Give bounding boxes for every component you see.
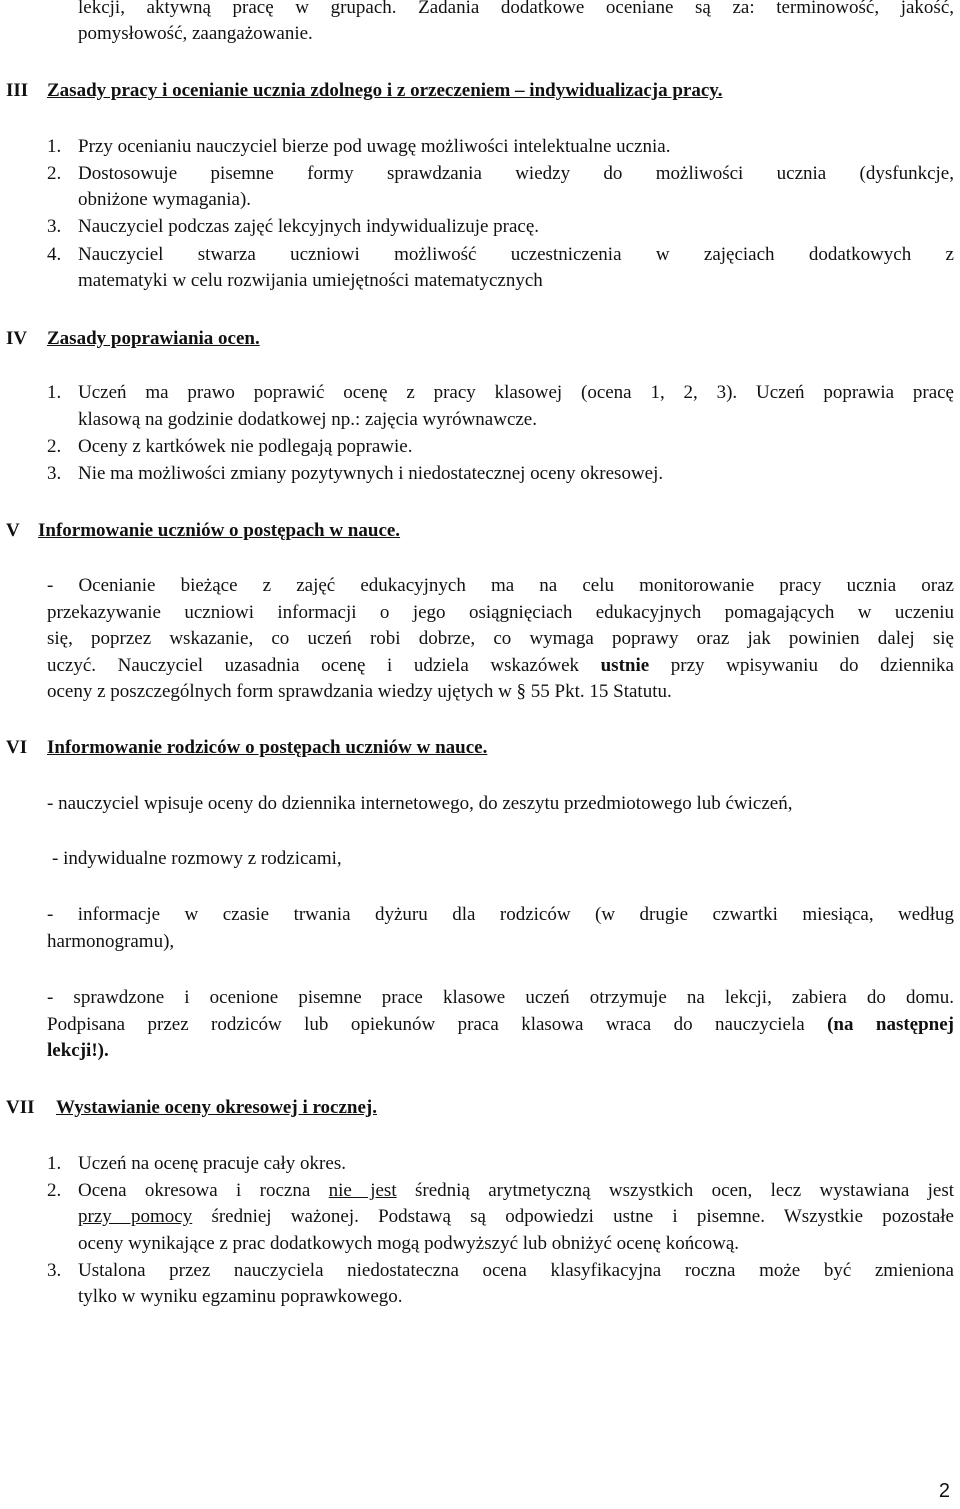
list-number: 1. <box>47 382 62 403</box>
intro-line-2: pomysłowość, zaangażowanie. <box>78 23 313 44</box>
paragraph-line: - indywidualne rozmowy z rodzicami, <box>52 848 342 869</box>
list-item: Ocena okresowa i roczna nie jest średnią arytmetyczną wszystkich ocen, lecz wystawiana jest <box>78 1180 954 1201</box>
list-item: Dostosowuje pisemne formy sprawdzania wiedzy do możliwości ucznia (dysfunkcje, <box>78 163 954 184</box>
emphasis-next-lesson: (na następnej <box>827 1014 954 1035</box>
underline-nie-jest: nie jest <box>328 1180 397 1201</box>
list-item-continued: obniżone wymagania). <box>78 189 252 210</box>
list-item: Ustalona przez nauczyciela niedostateczna ocena klasyfikacyjna roczna może być zmieniona <box>78 1260 954 1281</box>
underline-przy-pomocy: przy pomocy <box>78 1206 193 1227</box>
list-number: 3. <box>47 463 62 484</box>
section-3-numeral: III <box>6 80 29 101</box>
list-number: 1. <box>47 1153 62 1174</box>
list-item-continued: tylko w wyniku egzaminu poprawkowego. <box>78 1286 403 1307</box>
list-number: 2. <box>47 163 62 184</box>
paragraph-line: Podpisana przez rodziców lub opiekunów praca klasowa wraca do nauczyciela (na następnej <box>47 1014 954 1035</box>
list-item: Przy ocenianiu nauczyciel bierze pod uwagę możliwości intelektualne ucznia. <box>78 136 671 157</box>
paragraph-line: - Ocenianie bieżące z zajęć edukacyjnych ma na celu monitorowanie pracy ucznia oraz <box>47 575 954 596</box>
paragraph-line: się, poprzez wskazanie, co uczeń robi dobrze, co wymaga poprawy oraz jak powinien dalej się <box>47 628 954 649</box>
section-5-numeral: V <box>6 520 20 541</box>
paragraph-line: - sprawdzone i ocenione pisemne prace klasowe uczeń otrzymuje na lekcji, zabiera do domu. <box>47 987 954 1008</box>
paragraph-line: - nauczyciel wpisuje oceny do dziennika internetowego, do zeszytu przedmiotowego lub ćwiczeń, <box>47 793 793 814</box>
list-item: Nie ma możliwości zmiany pozytywnych i niedostatecznej oceny okresowej. <box>78 463 664 484</box>
list-item-continued: matematyki w celu rozwijania umiejętności matematycznych <box>78 270 543 291</box>
list-item: Oceny z kartkówek nie podlegają poprawie. <box>78 436 413 457</box>
page-number: 2 <box>938 1480 950 1502</box>
list-number: 2. <box>47 436 62 457</box>
paragraph-line: uczyć. Nauczyciel uzasadnia ocenę i udziela wskazówek ustnie przy wpisywaniu do dziennika <box>47 655 954 676</box>
paragraph-line: lekcji!). <box>47 1040 109 1061</box>
list-item-continued: przy pomocy średniej ważonej. Podstawą są odpowiedzi ustne i pisemne. Wszystkie pozostałe <box>78 1206 954 1227</box>
list-item: Nauczyciel stwarza uczniowi możliwość uczestniczenia w zajęciach dodatkowych z <box>78 244 954 265</box>
section-6-numeral: VI <box>6 737 28 758</box>
paragraph-line: przekazywanie uczniowi informacji o jego osiągnięciach edukacyjnych pomagających w uczeniu <box>47 602 954 623</box>
list-number: 2. <box>47 1180 62 1201</box>
section-6-title: Informowanie rodziców o postępach uczniów w nauce. <box>47 737 488 758</box>
paragraph-line: oceny z poszczególnych form sprawdzania wiedzy ujętych w § 55 Pkt. 15 Statutu. <box>47 681 672 702</box>
list-item: Uczeń ma prawo poprawić ocenę z pracy klasowej (ocena 1, 2, 3). Uczeń poprawia pracę <box>78 382 954 403</box>
paragraph-line: - informacje w czasie trwania dyżuru dla rodziców (w drugie czwartki miesiąca, według <box>47 904 954 925</box>
list-number: 3. <box>47 216 62 237</box>
list-item-continued: oceny wynikające z prac dodatkowych mogą podwyższyć lub obniżyć ocenę końcową. <box>78 1233 740 1254</box>
list-item: Uczeń na ocenę pracuje cały okres. <box>78 1153 346 1174</box>
list-item-continued: klasową na godzinie dodatkowej np.: zajęcia wyrównawcze. <box>78 409 537 430</box>
section-4-title: Zasady poprawiania ocen. <box>47 328 260 349</box>
paragraph-line: harmonogramu), <box>47 931 175 952</box>
section-3-title: Zasady pracy i ocenianie ucznia zdolnego i z orzeczeniem – indywidualizacja pracy. <box>47 80 723 101</box>
section-7-numeral: VII <box>6 1097 35 1118</box>
list-number: 1. <box>47 136 62 157</box>
list-number: 4. <box>47 244 62 265</box>
intro-line-1: lekcji, aktywną pracę w grupach. Zadania dodatkowe oceniane są za: terminowość, jakość, <box>78 0 954 18</box>
section-7-title: Wystawianie oceny okresowej i rocznej. <box>56 1097 378 1118</box>
list-item: Nauczyciel podczas zajęć lekcyjnych indywidualizuje pracę. <box>78 216 540 237</box>
list-number: 3. <box>47 1260 62 1281</box>
emphasis-ustnie: ustnie <box>600 655 650 676</box>
section-4-numeral: IV <box>6 328 28 349</box>
section-5-title: Informowanie uczniów o postępach w nauce. <box>38 520 401 541</box>
